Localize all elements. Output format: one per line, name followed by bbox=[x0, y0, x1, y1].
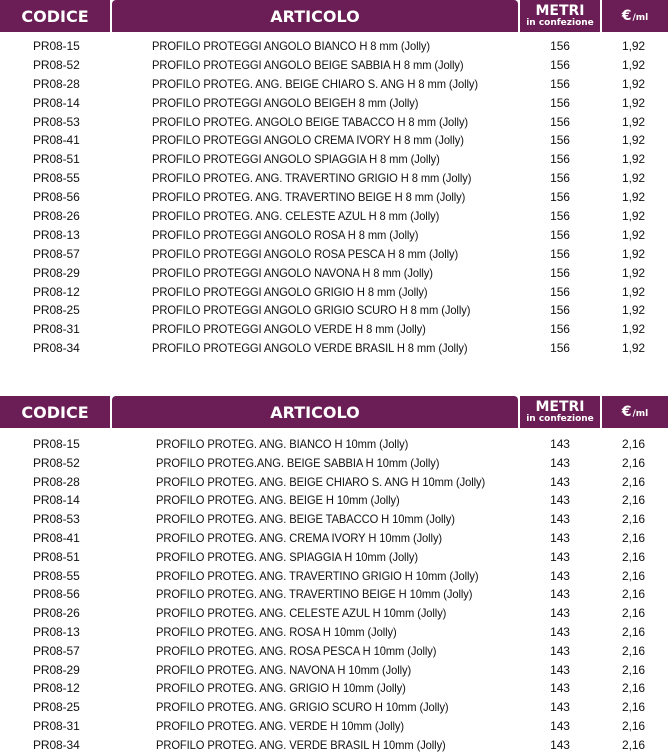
row-price: 1,92 bbox=[622, 152, 645, 167]
row-code: PR08-14 bbox=[33, 493, 80, 508]
table-row bbox=[0, 264, 668, 283]
price-table-10mm bbox=[0, 396, 668, 755]
header-metri-sub: in confezione bbox=[526, 18, 594, 28]
row-description: PROFILO PROTEG. ANG. TRAVERTINO BEIGE H 8 mm (Jolly) bbox=[152, 190, 466, 205]
row-code: PR08-31 bbox=[33, 718, 80, 733]
row-metri: 143 bbox=[550, 624, 570, 639]
row-description: PROFILO PROTEGGI ANGOLO VERDE H 8 mm (Jolly) bbox=[152, 322, 426, 337]
euro-symbol: € bbox=[621, 8, 632, 24]
table-row bbox=[0, 473, 668, 492]
row-metri: 143 bbox=[550, 700, 570, 715]
table-row bbox=[0, 510, 668, 529]
header-metri bbox=[520, 0, 600, 32]
row-description: PROFILO PROTEGGI ANGOLO CREMA IVORY H 8 mm (Jolly) bbox=[152, 133, 464, 148]
table-row bbox=[0, 679, 668, 698]
table-row bbox=[0, 604, 668, 623]
price-unit: /ml bbox=[632, 409, 649, 419]
header-codice: CODICE bbox=[0, 0, 110, 32]
table-rows bbox=[0, 37, 668, 358]
row-description: PROFILO PROTEG. ANG. NAVONA H 10mm (Jolly) bbox=[156, 662, 412, 677]
row-code: PR08-56 bbox=[33, 587, 80, 602]
table-row bbox=[0, 150, 668, 169]
row-description: PROFILO PROTEG. ANG. CELESTE AZUL H 10mm (Jolly) bbox=[156, 606, 447, 621]
row-metri: 143 bbox=[550, 530, 570, 545]
price-table-8mm bbox=[0, 0, 668, 358]
row-code: PR08-55 bbox=[33, 171, 80, 186]
row-code: PR08-51 bbox=[33, 549, 80, 564]
row-price: 1,92 bbox=[622, 341, 645, 356]
header-metri-sub: in confezione bbox=[526, 414, 594, 424]
table-row bbox=[0, 56, 668, 75]
row-code: PR08-52 bbox=[33, 57, 80, 72]
table-row bbox=[0, 548, 668, 567]
table-row bbox=[0, 113, 668, 132]
table-header bbox=[0, 0, 668, 32]
row-metri: 156 bbox=[550, 190, 570, 205]
row-price: 2,16 bbox=[622, 437, 645, 451]
row-metri: 143 bbox=[550, 568, 570, 583]
row-code: PR08-55 bbox=[33, 568, 80, 583]
table-row bbox=[0, 226, 668, 245]
row-metri: 156 bbox=[550, 209, 570, 224]
row-code: PR08-52 bbox=[33, 455, 80, 470]
row-code: PR08-57 bbox=[33, 643, 80, 658]
row-metri: 143 bbox=[550, 437, 570, 451]
row-price: 1,92 bbox=[622, 303, 645, 318]
row-metri: 143 bbox=[550, 512, 570, 527]
euro-symbol: € bbox=[621, 404, 632, 420]
row-description: PROFILO PROTEG. ANG. BEIGE H 10mm (Jolly) bbox=[156, 493, 400, 508]
table-row bbox=[0, 188, 668, 207]
row-code: PR08-53 bbox=[33, 512, 80, 527]
row-description: PROFILO PROTEG. ANG. GRIGIO H 10mm (Jolly) bbox=[156, 681, 406, 696]
row-metri: 156 bbox=[550, 284, 570, 299]
row-price: 2,16 bbox=[622, 474, 645, 489]
row-metri: 143 bbox=[550, 474, 570, 489]
row-description: PROFILO PROTEG.ANG. BEIGE SABBIA H 10mm (Jolly) bbox=[156, 455, 440, 470]
row-code: PR08-41 bbox=[33, 530, 80, 545]
table-row bbox=[0, 301, 668, 320]
table-row bbox=[0, 94, 668, 113]
table-row bbox=[0, 454, 668, 473]
row-description: PROFILO PROTEGGI ANGOLO ROSA PESCA H 8 mm (Jolly) bbox=[152, 246, 459, 261]
row-description: PROFILO PROTEGGI ANGOLO BEIGEH 8 mm (Jolly) bbox=[152, 95, 419, 110]
table-row bbox=[0, 169, 668, 188]
header-metri bbox=[520, 396, 600, 428]
table-row bbox=[0, 245, 668, 264]
row-code: PR08-57 bbox=[33, 246, 80, 261]
table-row bbox=[0, 623, 668, 642]
row-metri: 156 bbox=[550, 57, 570, 72]
table-row bbox=[0, 37, 668, 56]
table-row bbox=[0, 320, 668, 339]
row-price: 1,92 bbox=[622, 171, 645, 186]
row-description: PROFILO PROTEG. ANG. BEIGE CHIARO S. ANG H 8 mm (Jolly) bbox=[152, 76, 479, 91]
row-metri: 156 bbox=[550, 303, 570, 318]
row-code: PR08-34 bbox=[33, 341, 80, 356]
table-row bbox=[0, 529, 668, 548]
row-code: PR08-25 bbox=[33, 700, 80, 715]
table-row bbox=[0, 717, 668, 736]
row-code: PR08-31 bbox=[33, 322, 80, 337]
row-description: PROFILO PROTEGGI ANGOLO NAVONA H 8 mm (Jolly) bbox=[152, 265, 433, 280]
row-price: 2,16 bbox=[622, 530, 645, 545]
row-description: PROFILO PROTEG. ANG. VERDE BRASIL H 10mm (Jolly) bbox=[156, 737, 446, 752]
row-price: 1,92 bbox=[622, 39, 645, 53]
row-price: 2,16 bbox=[622, 587, 645, 602]
row-code: PR08-13 bbox=[33, 624, 80, 639]
row-price: 1,92 bbox=[622, 76, 645, 91]
row-code: PR08-12 bbox=[33, 284, 80, 299]
table-row bbox=[0, 642, 668, 661]
row-price: 2,16 bbox=[622, 549, 645, 564]
table-row bbox=[0, 283, 668, 302]
row-code: PR08-25 bbox=[33, 303, 80, 318]
table-row bbox=[0, 736, 668, 755]
row-price: 1,92 bbox=[622, 322, 645, 337]
row-metri: 156 bbox=[550, 227, 570, 242]
row-description: PROFILO PROTEG. ANG. CREMA IVORY H 10mm (Jolly) bbox=[156, 530, 443, 545]
header-articolo: ARTICOLO bbox=[112, 396, 518, 428]
row-metri: 143 bbox=[550, 718, 570, 733]
table-rows bbox=[0, 435, 668, 755]
row-code: PR08-12 bbox=[33, 681, 80, 696]
row-code: PR08-26 bbox=[33, 209, 80, 224]
header-price bbox=[602, 0, 668, 32]
header-metri-label: METRI bbox=[535, 3, 585, 19]
row-description: PROFILO PROTEGGI ANGOLO ROSA H 8 mm (Jolly) bbox=[152, 227, 419, 242]
table-row bbox=[0, 339, 668, 358]
row-price: 1,92 bbox=[622, 114, 645, 129]
row-price: 2,16 bbox=[622, 737, 645, 752]
row-price: 1,92 bbox=[622, 227, 645, 242]
row-metri: 156 bbox=[550, 171, 570, 186]
row-price: 2,16 bbox=[622, 662, 645, 677]
row-price: 1,92 bbox=[622, 265, 645, 280]
row-code: PR08-28 bbox=[33, 76, 80, 91]
row-code: PR08-34 bbox=[33, 737, 80, 752]
table-row bbox=[0, 75, 668, 94]
row-metri: 156 bbox=[550, 246, 570, 261]
table-row bbox=[0, 567, 668, 586]
row-metri: 143 bbox=[550, 643, 570, 658]
table-row bbox=[0, 435, 668, 454]
row-code: PR08-41 bbox=[33, 133, 80, 148]
row-description: PROFILO PROTEG. ANG. TRAVERTINO GRIGIO H 10mm (Jolly) bbox=[156, 568, 479, 583]
price-unit: /ml bbox=[632, 13, 649, 23]
table-row bbox=[0, 698, 668, 717]
row-description: PROFILO PROTEG. ANG. VERDE H 10mm (Jolly) bbox=[156, 718, 404, 733]
row-code: PR08-29 bbox=[33, 662, 80, 677]
row-price: 2,16 bbox=[622, 681, 645, 696]
row-code: PR08-14 bbox=[33, 95, 80, 110]
table-header bbox=[0, 396, 668, 428]
row-metri: 156 bbox=[550, 95, 570, 110]
row-price: 2,16 bbox=[622, 493, 645, 508]
row-metri: 156 bbox=[550, 114, 570, 129]
row-code: PR08-28 bbox=[33, 474, 80, 489]
row-description: PROFILO PROTEGGI ANGOLO BEIGE SABBIA H 8 mm (Jolly) bbox=[152, 57, 464, 72]
row-metri: 143 bbox=[550, 587, 570, 602]
row-description: PROFILO PROTEG. ANG. GRIGIO SCURO H 10mm (Jolly) bbox=[156, 700, 449, 715]
table-row bbox=[0, 131, 668, 150]
row-metri: 143 bbox=[550, 606, 570, 621]
row-price: 1,92 bbox=[622, 190, 645, 205]
row-code: PR08-26 bbox=[33, 606, 80, 621]
row-code: PR08-29 bbox=[33, 265, 80, 280]
row-price: 2,16 bbox=[622, 700, 645, 715]
row-code: PR08-56 bbox=[33, 190, 80, 205]
row-description: PROFILO PROTEGGI ANGOLO BIANCO H 8 mm (Jolly) bbox=[152, 39, 430, 53]
row-metri: 156 bbox=[550, 39, 570, 53]
row-description: PROFILO PROTEGGI ANGOLO SPIAGGIA H 8 mm (Jolly) bbox=[152, 152, 440, 167]
row-price: 1,92 bbox=[622, 57, 645, 72]
row-metri: 156 bbox=[550, 152, 570, 167]
row-metri: 156 bbox=[550, 133, 570, 148]
row-description: PROFILO PROTEG. ANGOLO BEIGE TABACCO H 8 mm (Jolly) bbox=[152, 114, 469, 129]
row-price: 1,92 bbox=[622, 209, 645, 224]
row-price: 1,92 bbox=[622, 284, 645, 299]
row-description: PROFILO PROTEGGI ANGOLO GRIGIO SCURO H 8 mm (Jolly) bbox=[152, 303, 471, 318]
row-metri: 143 bbox=[550, 737, 570, 752]
row-metri: 143 bbox=[550, 662, 570, 677]
row-code: PR08-13 bbox=[33, 227, 80, 242]
row-description: PROFILO PROTEG. ANG. ROSA PESCA H 10mm (Jolly) bbox=[156, 643, 437, 658]
row-price: 2,16 bbox=[622, 718, 645, 733]
row-code: PR08-15 bbox=[33, 39, 80, 53]
row-description: PROFILO PROTEG. ANG. BIANCO H 10mm (Jolly) bbox=[156, 437, 409, 451]
row-code: PR08-51 bbox=[33, 152, 80, 167]
row-metri: 143 bbox=[550, 681, 570, 696]
row-description: PROFILO PROTEG. ANG. BEIGE TABACCO H 10mm (Jolly) bbox=[156, 512, 455, 527]
row-metri: 156 bbox=[550, 265, 570, 280]
row-metri: 156 bbox=[550, 76, 570, 91]
row-metri: 156 bbox=[550, 322, 570, 337]
row-metri: 156 bbox=[550, 341, 570, 356]
row-metri: 143 bbox=[550, 549, 570, 564]
row-price: 2,16 bbox=[622, 512, 645, 527]
row-description: PROFILO PROTEG. ANG. SPIAGGIA H 10mm (Jolly) bbox=[156, 549, 418, 564]
row-price: 2,16 bbox=[622, 606, 645, 621]
row-price: 1,92 bbox=[622, 133, 645, 148]
row-code: PR08-53 bbox=[33, 114, 80, 129]
header-metri-label: METRI bbox=[535, 399, 585, 415]
row-price: 2,16 bbox=[622, 568, 645, 583]
row-description: PROFILO PROTEG. ANG. CELESTE AZUL H 8 mm (Jolly) bbox=[152, 209, 440, 224]
header-codice: CODICE bbox=[0, 396, 110, 428]
row-description: PROFILO PROTEGGI ANGOLO VERDE BRASIL H 8 mm (Jolly) bbox=[152, 341, 468, 356]
row-description: PROFILO PROTEG. ANG. TRAVERTINO GRIGIO H 8 mm (Jolly) bbox=[152, 171, 472, 186]
header-articolo: ARTICOLO bbox=[112, 0, 518, 32]
table-row bbox=[0, 207, 668, 226]
row-description: PROFILO PROTEGGI ANGOLO GRIGIO H 8 mm (Jolly) bbox=[152, 284, 428, 299]
row-description: PROFILO PROTEG. ANG. TRAVERTINO BEIGE H 10mm (Jolly) bbox=[156, 587, 473, 602]
row-metri: 143 bbox=[550, 455, 570, 470]
row-price: 1,92 bbox=[622, 246, 645, 261]
row-description: PROFILO PROTEG. ANG. ROSA H 10mm (Jolly) bbox=[156, 624, 397, 639]
row-price: 2,16 bbox=[622, 624, 645, 639]
header-price bbox=[602, 396, 668, 428]
row-price: 1,92 bbox=[622, 95, 645, 110]
row-description: PROFILO PROTEG. ANG. BEIGE CHIARO S. ANG H 10mm (Jolly) bbox=[156, 474, 486, 489]
table-row bbox=[0, 585, 668, 604]
table-row bbox=[0, 661, 668, 680]
row-price: 2,16 bbox=[622, 643, 645, 658]
row-metri: 143 bbox=[550, 493, 570, 508]
row-price: 2,16 bbox=[622, 455, 645, 470]
table-row bbox=[0, 491, 668, 510]
row-code: PR08-15 bbox=[33, 437, 80, 451]
